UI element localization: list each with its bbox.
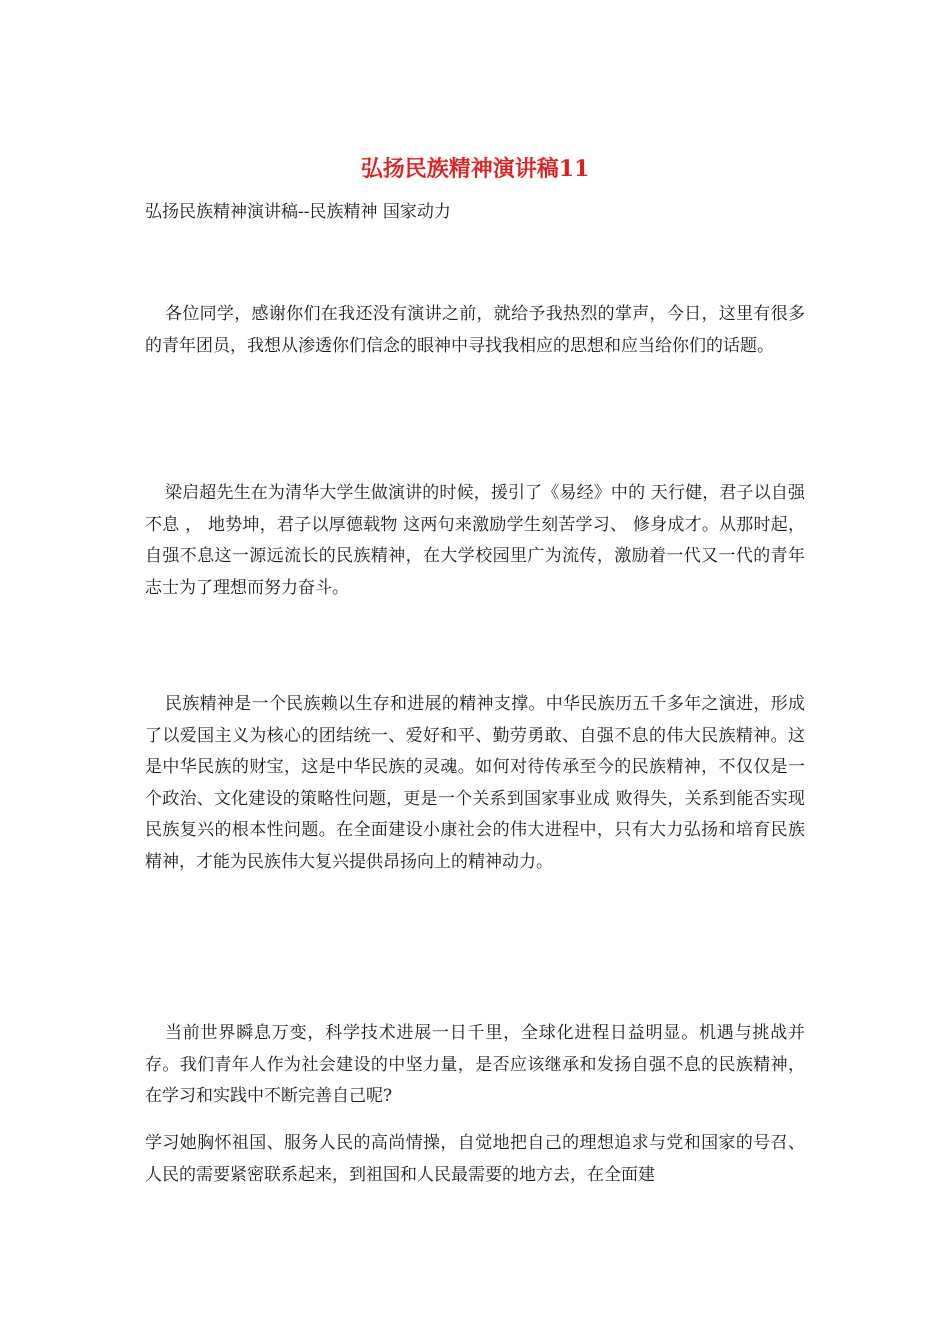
paragraph-liang-qichao: 梁启超先生在为清华大学生做演讲的时候，援引了《易经》中的 天行健，君子以自强不息 ， 地势坤，君子以厚德载物 这两句来激励学生刻苦学习、 修身成才。从那时起，自强不息这一源远流长的民族精神，在大学校园里广为流传，激励着一代又一代的青年志士为了理想而努力奋斗。 [145, 483, 805, 598]
paragraph-greeting: 各位同学，感谢你们在我还没有演讲之前，就给予我热烈的掌声，今日，这里有很多的青年团员，我想从渗透你们信念的眼神中寻找我相应的思想和应当给你们的话题。 [145, 304, 805, 356]
paragraph-national-spirit: 民族精神是一个民族赖以生存和进展的精神支撑。中华民族历五千多年之演进，形成了以爱国主义为核心的团结统一、爱好和平、勤劳勇敢、自强不息的伟大民族精神。这是中华民族的财宝，这是中华民族的灵魂。如何对待传承至今的民族精神，不仅仅是一个政治、文化建设的策略性问题，更是一个关系到国家事业成 败得失，关系到能否实现民族复兴的根本性问题。在全面建设小康社会的伟大进程中，只有大力弘扬和培育民族精神，才能为民族伟大复兴提供昂扬向上的精神动力。 [145, 694, 805, 872]
document-subtitle: 弘扬民族精神演讲稿--民族精神 国家动力 [145, 202, 451, 222]
paragraph-current-world: 当前世界瞬息万变，科学技术进展一日千里，全球化进程日益明显。机遇与挑战并存。我们青年人作为社会建设的中坚力量，是否应该继承和发扬自强不息的民族精神，在学习和实践中不断完善自己呢? [145, 1023, 805, 1106]
document-title: 弘扬民族精神演讲稿11 [360, 156, 590, 182]
paragraph-learn-from-her: 学习她胸怀祖国、服务人民的高尚情操，自觉地把自己的理想追求与党和国家的号召、人民的需要紧密联系起来，到祖国和人民最需要的地方去，在全面建 [145, 1133, 805, 1185]
